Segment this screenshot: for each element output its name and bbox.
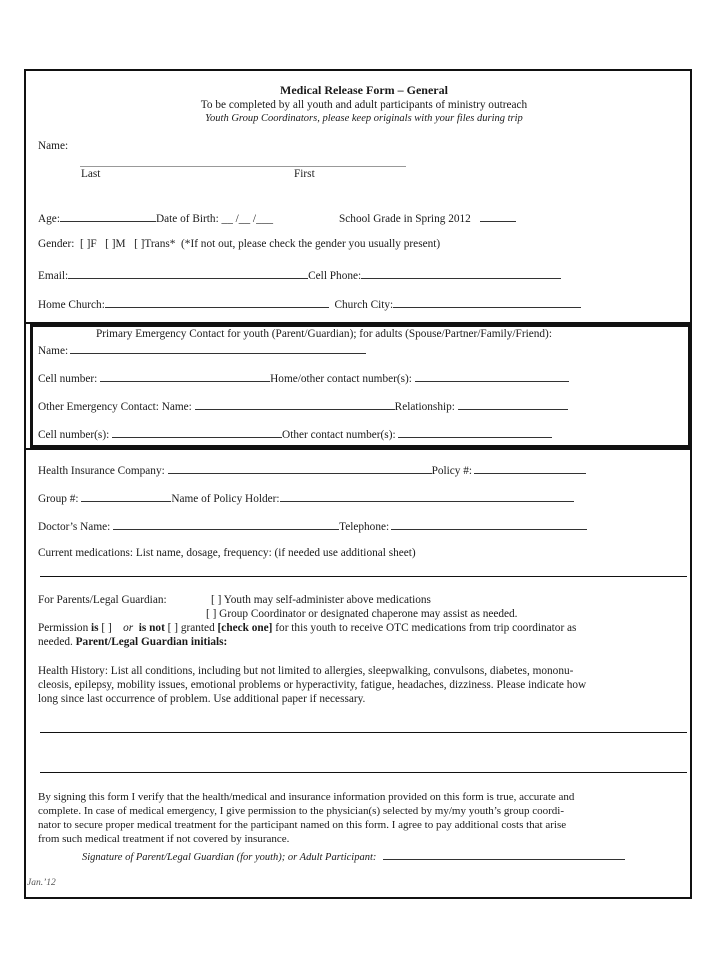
group-label: Group #:	[38, 493, 79, 505]
verification-line3: nator to secure proper medical treatment for the participant named on this form. I agree to pay additional costs that arise	[38, 819, 567, 831]
self-administer-option[interactable]: [ ] Youth may self-administer above medications	[211, 594, 431, 606]
permission-is-not: is not	[138, 622, 165, 634]
signature-label: Signature of Parent/Legal Guardian (for youth); or Adult Participant:	[82, 852, 377, 863]
emergency-other-contact2-field[interactable]	[398, 426, 552, 438]
insurance-label: Health Insurance Company:	[38, 465, 165, 477]
health-history-line[interactable]	[40, 732, 687, 733]
cell-phone-field[interactable]	[361, 267, 561, 279]
doctor-label: Doctor’s Name:	[38, 521, 111, 533]
form-title: Medical Release Form – General	[280, 83, 448, 97]
emergency-cell-label: Cell number:	[38, 373, 98, 385]
verification-line1: By signing this form I verify that the health/medical and insurance information provided on this form is true, accurate and	[38, 791, 575, 803]
policy-holder-field[interactable]	[280, 490, 574, 502]
permission-text: for this youth to receive OTC medications from trip coordinator as	[275, 622, 577, 634]
signature-field[interactable]	[383, 848, 625, 860]
age-field[interactable]	[60, 210, 156, 222]
permission-label: Permission	[38, 622, 89, 634]
guardian-initials-label: Parent/Legal Guardian initials:	[75, 636, 228, 648]
telephone-field[interactable]	[391, 518, 587, 530]
email-label: Email:	[38, 270, 69, 282]
dob-field[interactable]: __ /__ /___	[221, 213, 274, 225]
relationship-field[interactable]	[458, 398, 568, 410]
grade-label: School Grade in Spring 2012	[339, 213, 471, 225]
permission-is-not-checkbox[interactable]: [ ] granted	[167, 622, 215, 634]
health-history-line3: long since last occurrence of problem. Use additional paper if necessary.	[38, 693, 366, 705]
guardian-label: For Parents/Legal Guardian:	[38, 594, 167, 606]
age-label: Age:	[38, 213, 60, 225]
other-emergency-label: Other Emergency Contact: Name:	[38, 401, 192, 413]
last-label: Last	[81, 168, 101, 180]
emergency-cell2-label: Cell number(s):	[38, 429, 110, 441]
dob-label: Date of Birth:	[155, 213, 219, 225]
gender-option-trans[interactable]: [ ]Trans*	[134, 238, 176, 250]
emergency-name-label: Name:	[38, 345, 69, 357]
form-border	[24, 69, 692, 899]
chaperone-assist-option[interactable]: [ ] Group Coordinator or designated chaperone may assist as needed.	[206, 608, 518, 620]
form-note: Youth Group Coordinators, please keep originals with your files during trip	[205, 113, 523, 124]
emergency-other-contact-field[interactable]	[415, 370, 569, 382]
verification-line2: complete. In case of medical emergency, I give permission to the physician(s) selected by my/my youth’s group coordi-	[38, 805, 565, 817]
emergency-name-field[interactable]	[70, 342, 366, 354]
doctor-field[interactable]	[113, 518, 339, 530]
section-divider	[26, 322, 691, 324]
gender-option-f[interactable]: [ ]F	[80, 238, 97, 250]
verification-line4: from such medical treatment if not covered by insurance.	[38, 833, 290, 845]
name-field[interactable]	[80, 166, 406, 167]
church-city-label: Church City:	[334, 299, 394, 311]
cell-phone-label: Cell Phone:	[308, 270, 362, 282]
section-divider	[26, 448, 691, 450]
telephone-label: Telephone:	[339, 521, 390, 533]
form-date: Jan.’12	[27, 878, 56, 888]
grade-field[interactable]	[480, 210, 516, 222]
permission-needed: needed.	[38, 636, 73, 648]
group-field[interactable]	[81, 490, 171, 502]
policy-label: Policy #:	[431, 465, 473, 477]
first-label: First	[294, 168, 315, 180]
other-emergency-name-field[interactable]	[195, 398, 395, 410]
relationship-label: Relationship:	[394, 401, 455, 413]
health-history-line1: Health History: List all conditions, including but not limited to allergies, sleepwalking, convulsons, diabetes, mononu-	[38, 665, 574, 677]
permission-or: or	[123, 622, 134, 634]
home-church-label: Home Church:	[38, 299, 105, 311]
insurance-field[interactable]	[168, 462, 432, 474]
emergency-cell-field[interactable]	[100, 370, 270, 382]
policy-field[interactable]	[474, 462, 586, 474]
emergency-cell2-field[interactable]	[112, 426, 282, 438]
policy-holder-label: Name of Policy Holder:	[171, 493, 280, 505]
email-field[interactable]	[68, 267, 308, 279]
medications-label: Current medications: List name, dosage, frequency: (if needed use additional sheet)	[38, 547, 416, 559]
permission-is-checkbox[interactable]: [ ]	[101, 622, 112, 634]
gender-label: Gender:	[38, 238, 75, 250]
church-city-field[interactable]	[393, 296, 581, 308]
check-one-note: [check one]	[217, 622, 273, 634]
medications-line[interactable]	[40, 576, 687, 577]
emergency-heading: Primary Emergency Contact for youth (Parent/Guardian); for adults (Spouse/Partner/Family/Friend):	[96, 328, 552, 340]
home-church-field[interactable]	[105, 296, 329, 308]
form-subtitle: To be completed by all youth and adult participants of ministry outreach	[200, 99, 528, 111]
emergency-other-contact-label: Home/other contact number(s):	[270, 373, 412, 385]
gender-note: (*If not out, please check the gender you usually present)	[181, 238, 441, 250]
name-label: Name:	[38, 140, 69, 152]
health-history-line2: cleosis, epilepsy, mobility issues, emotional problems or hyperactivity, fatigue, headaches, dizziness. Please indicate how	[38, 679, 587, 691]
gender-option-m[interactable]: [ ]M	[105, 238, 126, 250]
permission-is: is	[91, 622, 99, 634]
emergency-other-contact2-label: Other contact number(s):	[282, 429, 396, 441]
health-history-line[interactable]	[40, 772, 687, 773]
